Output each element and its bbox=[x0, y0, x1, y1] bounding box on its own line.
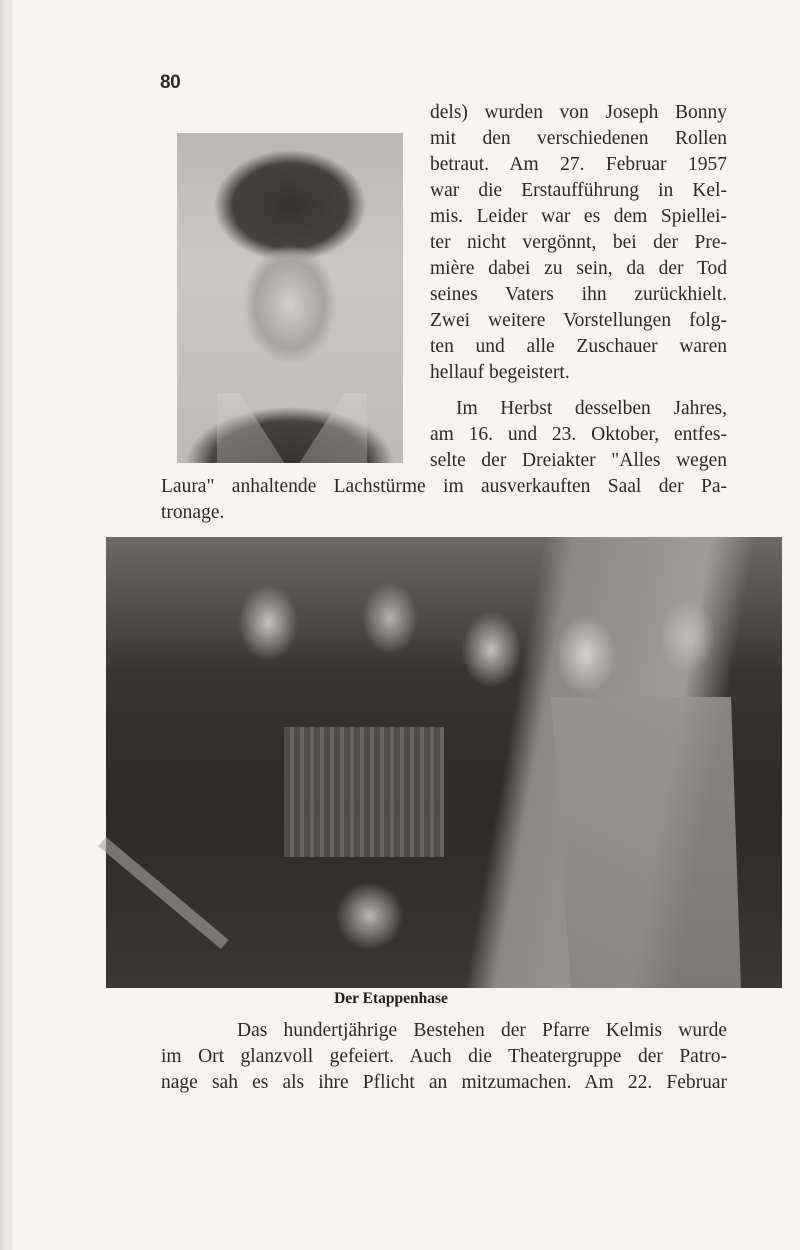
text-line: ter nicht vergönnt, bei der Pre- bbox=[430, 232, 727, 253]
text-line: Im Herbst desselben Jahres, bbox=[456, 398, 727, 419]
text-line: betraut. Am 27. Februar 1957 bbox=[430, 154, 727, 175]
portrait-photo bbox=[177, 133, 403, 463]
text-line: ten und alle Zuschauer waren bbox=[430, 336, 727, 357]
accordion-shape bbox=[284, 727, 444, 857]
text-line: im Ort glanzvoll gefeiert. Auch die Theatergruppe der Patro- bbox=[161, 1046, 727, 1067]
text-line: Laura" anhaltende Lachstürme im ausverkauften Saal der Pa- bbox=[161, 476, 727, 497]
page-number: 80 bbox=[160, 72, 181, 93]
portrait-collar-shape bbox=[217, 393, 367, 463]
text-line: tronage. bbox=[161, 502, 225, 523]
text-line: dels) wurden von Joseph Bonny bbox=[430, 102, 727, 123]
text-line: Das hundertjährige Bestehen der Pfarre Kelmis wurde bbox=[237, 1020, 727, 1041]
group-photo bbox=[106, 537, 782, 988]
page-binding-edge bbox=[0, 0, 14, 1250]
text-line: nage sah es als ihre Pflicht an mitzumachen. Am 22. Februar bbox=[161, 1072, 727, 1093]
text-line: mis. Leider war es dem Spiellei- bbox=[430, 206, 727, 227]
text-line: seines Vaters ihn zurückhielt. bbox=[430, 284, 727, 305]
text-line: war die Erstaufführung in Kel- bbox=[430, 180, 727, 201]
text-line: Zwei weitere Vorstellungen folg- bbox=[430, 310, 727, 331]
text-line: selte der Dreiakter "Alles wegen bbox=[430, 450, 727, 471]
photo-caption: Der Etappenhase bbox=[334, 990, 448, 1007]
text-line: mière dabei zu sein, da der Tod bbox=[430, 258, 727, 279]
stair-rail-shape bbox=[98, 837, 228, 949]
apron-shape bbox=[541, 697, 741, 988]
text-line: hellauf begeistert. bbox=[430, 362, 570, 383]
text-line: mit den verschiedenen Rollen bbox=[430, 128, 727, 149]
text-line: am 16. und 23. Oktober, entfes- bbox=[430, 424, 727, 445]
